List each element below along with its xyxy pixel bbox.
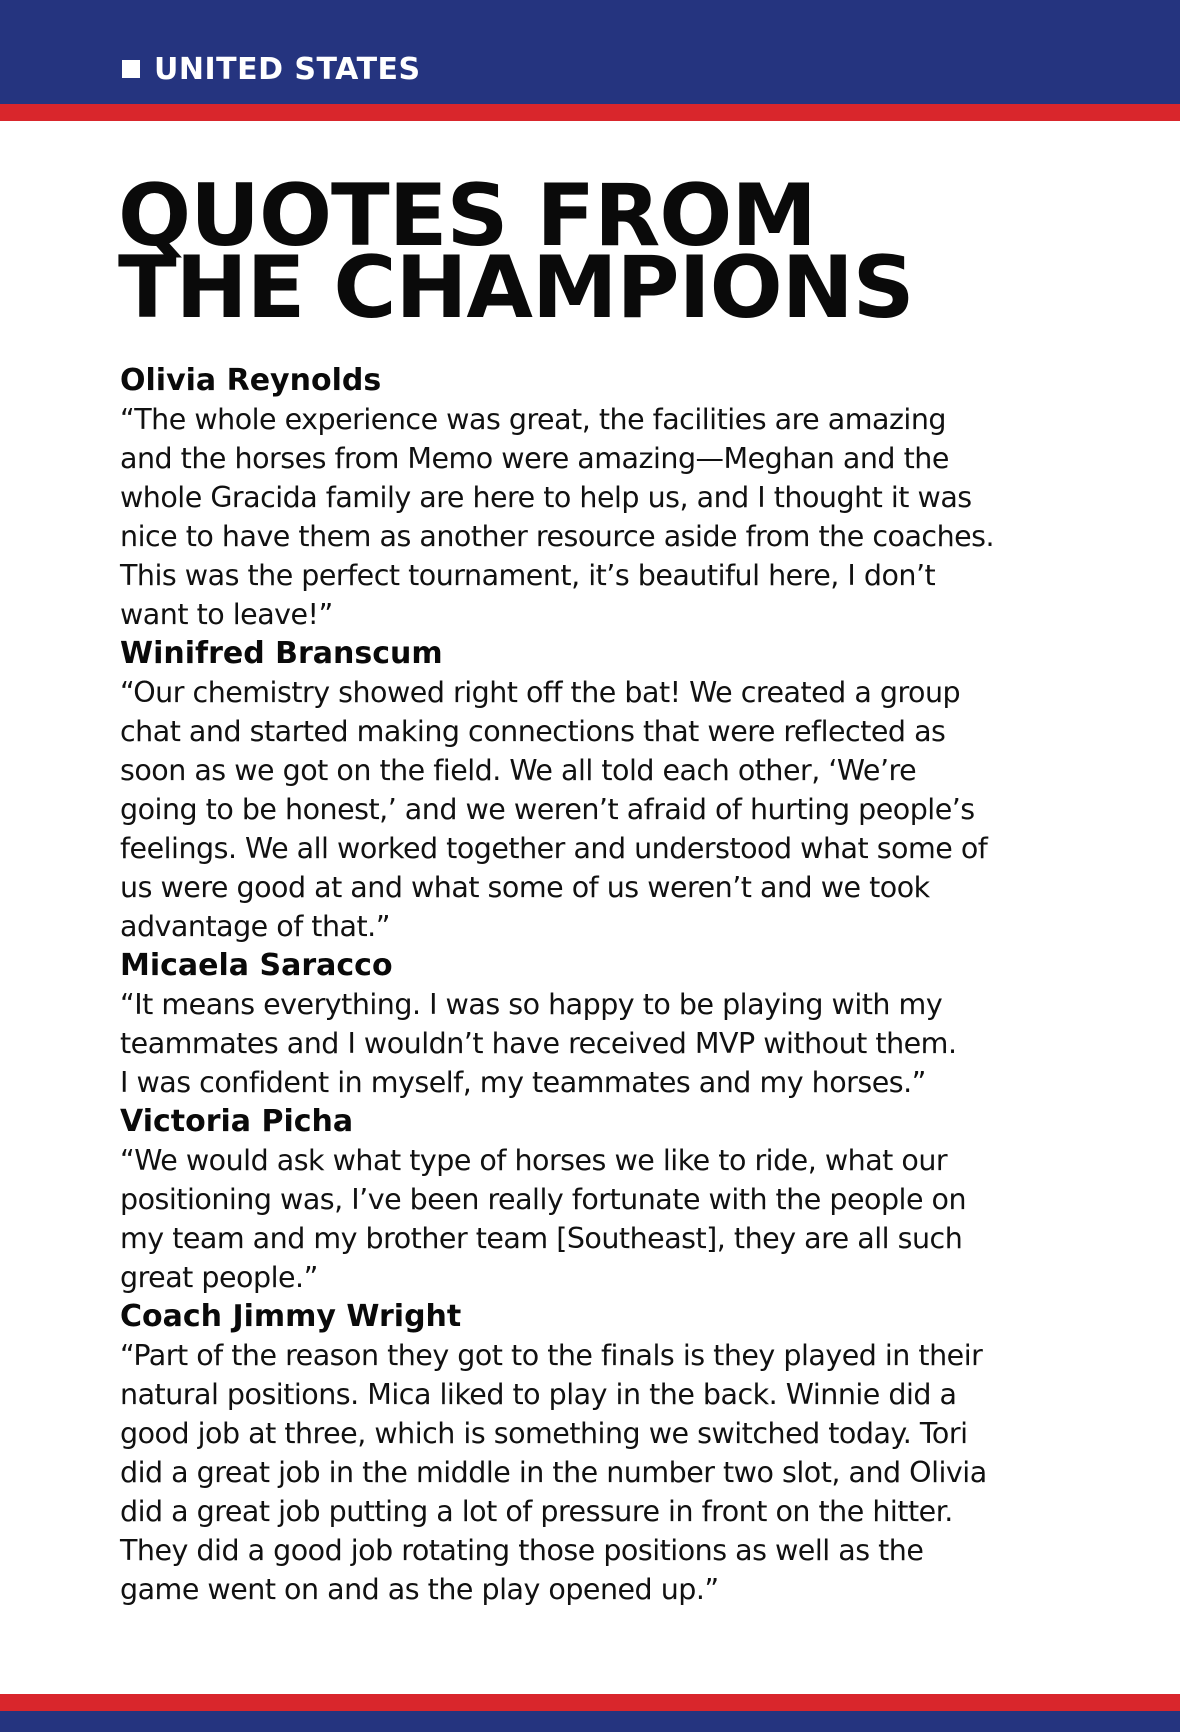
quote-line: I was confident in myself, my teammates and my horses.”	[120, 1066, 926, 1099]
quote-line: and the horses from Memo were amazing—Meghan and the	[120, 442, 949, 475]
quote-line: “The whole experience was great, the facilities are amazing	[120, 403, 946, 436]
footer-bar	[0, 1711, 1180, 1732]
quote-item	[120, 946, 1100, 1102]
quote-text	[120, 985, 1100, 1102]
quote-author: Olivia Reynolds	[120, 363, 382, 398]
header-stripe	[0, 104, 1180, 121]
section-label-text: UNITED STATES	[154, 51, 421, 87]
quote-line: chat and started making connections that were reflected as	[120, 715, 946, 748]
quote-author: Micaela Saracco	[120, 948, 393, 983]
footer-stripe	[0, 1694, 1180, 1711]
quote-line: They did a good job rotating those positions as well as the	[120, 1534, 924, 1567]
quote-line: teammates and I wouldn’t have received MVP without them.	[120, 1027, 957, 1060]
quote-line: going to be honest,’ and we weren’t afraid of hurting people’s	[120, 793, 975, 826]
quote-line: natural positions. Mica liked to play in the back. Winnie did a	[120, 1378, 957, 1411]
quote-line: did a great job putting a lot of pressure in front on the hitter.	[120, 1495, 953, 1528]
quote-line: us were good at and what some of us weren’t and we took	[120, 871, 930, 904]
quote-line: positioning was, I’ve been really fortunate with the people on	[120, 1183, 967, 1216]
quote-line: “Our chemistry showed right off the bat! We created a group	[120, 676, 961, 709]
page-title-line-1: QUOTES FROM	[118, 166, 816, 266]
quote-line: great people.”	[120, 1261, 318, 1294]
quote-line: did a great job in the middle in the number two slot, and Olivia	[120, 1456, 987, 1489]
quote-line: feelings. We all worked together and understood what some of	[120, 832, 988, 865]
page-title-line-2: THE CHAMPIONS	[118, 238, 914, 338]
quote-text	[120, 673, 1100, 946]
quote-line: “Part of the reason they got to the finals is they played in their	[120, 1339, 983, 1372]
quote-item	[120, 1297, 1100, 1609]
quote-line: want to leave!”	[120, 598, 333, 631]
quote-line: advantage of that.”	[120, 910, 391, 943]
page-title	[118, 166, 914, 338]
quote-line: nice to have them as another resource aside from the coaches.	[120, 520, 995, 553]
square-bullet-icon	[122, 60, 140, 78]
quote-line: my team and my brother team [Southeast], they are all such	[120, 1222, 963, 1255]
quote-item	[120, 634, 1100, 946]
quote-line: whole Gracida family are here to help us, and I thought it was	[120, 481, 972, 514]
quote-line: “It means everything. I was so happy to be playing with my	[120, 988, 943, 1021]
quote-author: Victoria Picha	[120, 1104, 354, 1139]
quote-item	[120, 1102, 1100, 1297]
quote-line: soon as we got on the field. We all told each other, ‘We’re	[120, 754, 917, 787]
quote-text	[120, 1336, 1100, 1609]
quote-line: “We would ask what type of horses we like to ride, what our	[120, 1144, 948, 1177]
quote-line: good job at three, which is something we switched today. Tori	[120, 1417, 968, 1450]
quote-text	[120, 400, 1100, 634]
quote-author: Coach Jimmy Wright	[120, 1299, 462, 1334]
quote-text	[120, 1141, 1100, 1297]
section-label	[122, 50, 421, 88]
quote-item	[120, 361, 1100, 634]
quote-line: This was the perfect tournament, it’s beautiful here, I don’t	[120, 559, 936, 592]
quote-author: Winifred Branscum	[120, 636, 443, 671]
quote-line: game went on and as the play opened up.”	[120, 1573, 719, 1606]
quotes-list	[120, 361, 1100, 1609]
